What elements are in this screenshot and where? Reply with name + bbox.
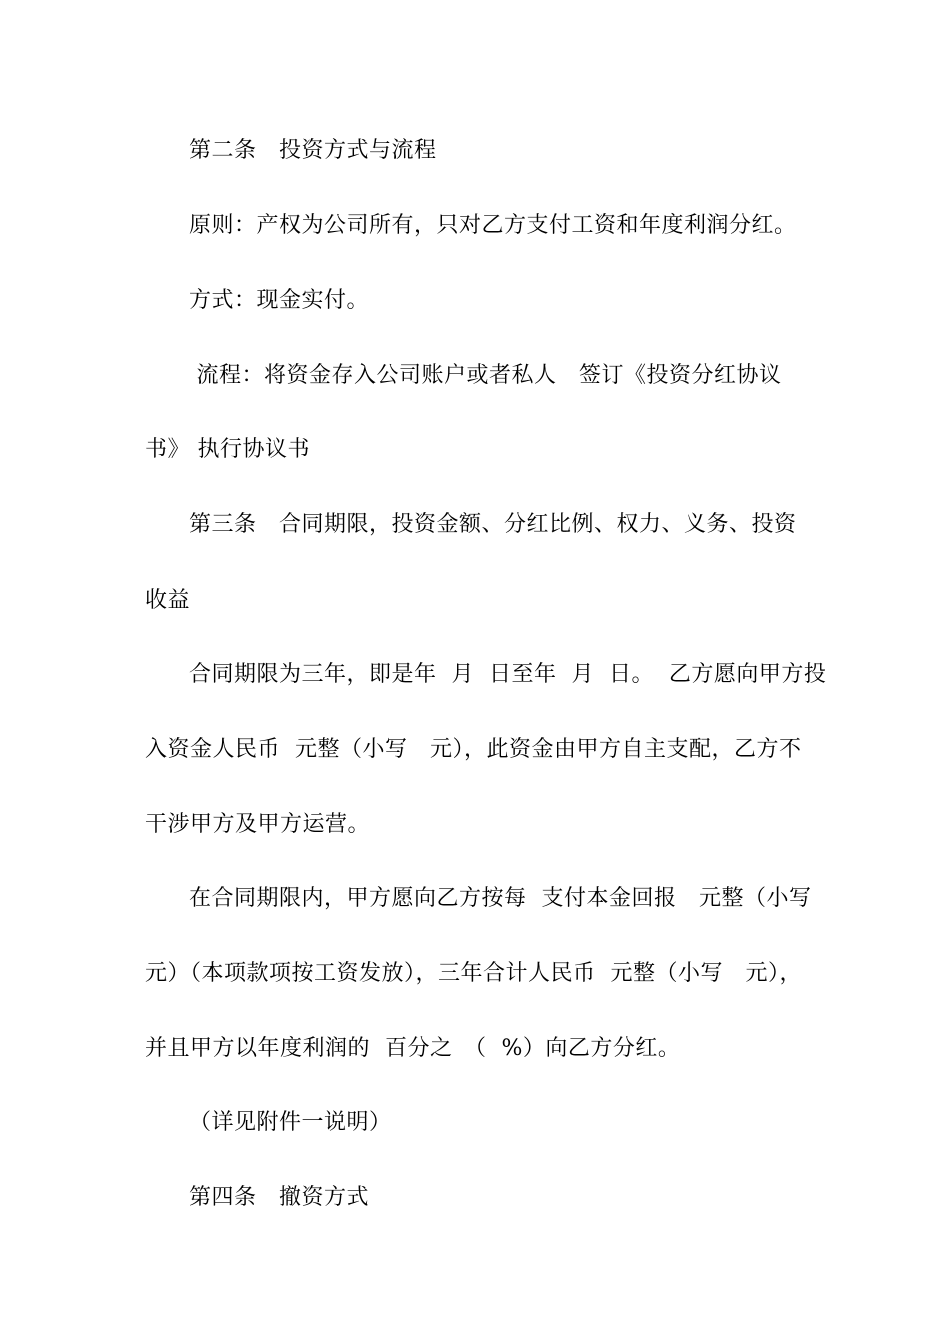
section-heading-article-4: 第四条 撤资方式 [189, 1185, 370, 1210]
paragraph-process: 流程：将资金存入公司账户或者私人 签订《投资分红协议 [189, 363, 782, 388]
paragraph-process-cont: 书》 执行协议书 [145, 437, 310, 462]
section-heading-article-3-cont: 收益 [145, 588, 191, 613]
section-heading-article-3: 第三条 合同期限，投资金额、分红比例、权力、义务、投资 [189, 512, 797, 537]
paragraph-method: 方式：现金实付。 [189, 288, 370, 313]
paragraph-return: 在合同期限内，甲方愿向乙方按每 支付本金回报 元整（小写 [189, 886, 812, 911]
paragraph-return-cont-1: 元）（本项款项按工资发放），三年合计人民币 元整（小写 元）， [145, 961, 802, 986]
paragraph-term-cont-2: 干涉甲方及甲方运营。 [145, 812, 371, 837]
paragraph-return-cont-2: 并且甲方以年度利润的 百分之 （ %）向乙方分红。 [145, 1036, 681, 1061]
paragraph-principle: 原则：产权为公司所有，只对乙方支付工资和年度利润分红。 [189, 213, 797, 238]
section-heading-article-2: 第二条 投资方式与流程 [189, 138, 437, 163]
paragraph-term: 合同期限为三年，即是年 月 日至年 月 日。 乙方愿向甲方投 [189, 662, 827, 687]
note-see-appendix: （详见附件一说明） [189, 1110, 392, 1135]
paragraph-term-cont-1: 入资金人民币 元整（小写 元），此资金由甲方自主支配，乙方不 [145, 737, 802, 762]
